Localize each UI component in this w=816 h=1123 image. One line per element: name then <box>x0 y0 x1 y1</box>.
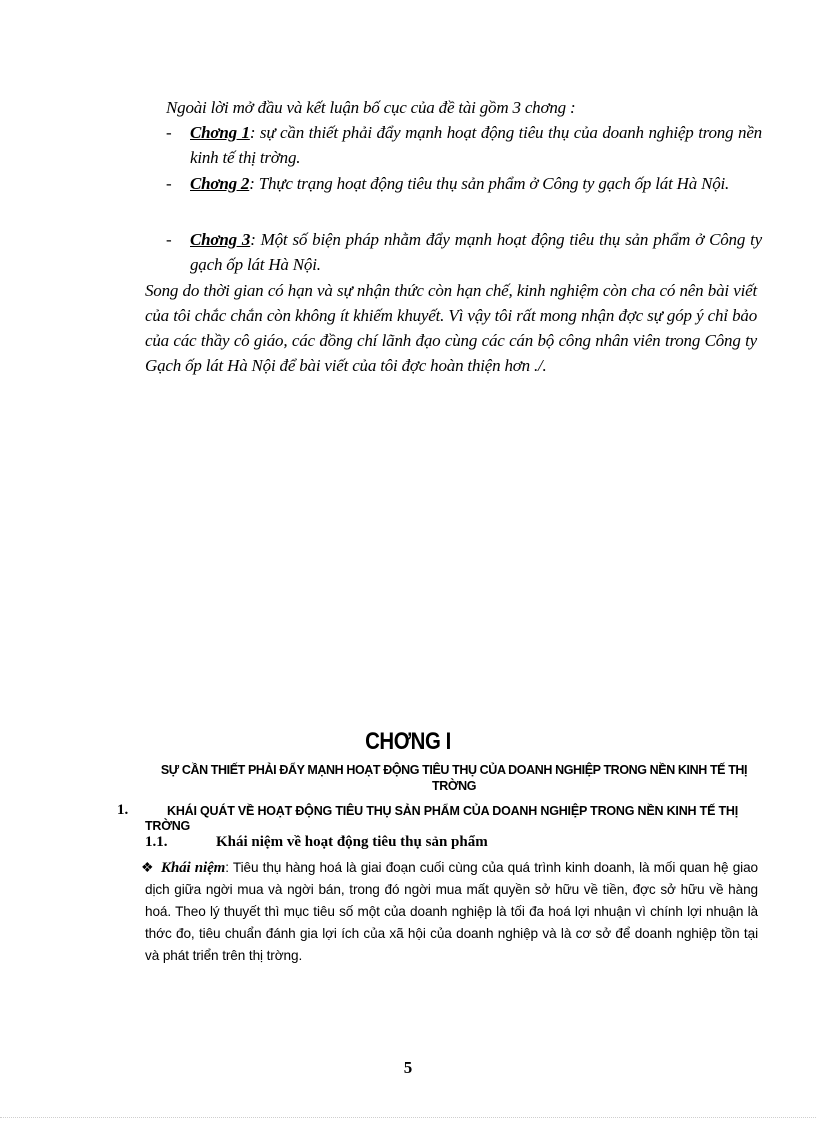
page-bottom-divider <box>0 1117 816 1118</box>
chapter-1-text: : sự cần thiết phải đẩy mạnh hoạt động tiêu thụ của doanh nghiệp trong nền kinh tế thị trờng. <box>190 123 762 167</box>
chapter-3-text: : Một số biện pháp nhằm đẩy mạnh hoạt động tiêu thụ sản phẩm ở Công ty gạch ốp lát Hà Nội. <box>190 230 762 274</box>
chapter-1-label: Chơng 1 <box>190 123 250 142</box>
definition-label: Khái niệm <box>161 860 226 876</box>
list-dash: - <box>166 230 172 249</box>
chapter-title: CHƠNG I <box>365 728 451 755</box>
section-1-1-title: Khái niệm về hoạt động tiêu thụ sản phẩm <box>216 834 488 850</box>
chapter-3-label: Chơng 3 <box>190 230 251 249</box>
section-1-title: KHÁI QUÁT VỀ HOẠT ĐỘNG TIÊU THỤ SẢN PHẨM CỦA DOANH NGHIỆP TRONG NỀN KINH TẾ THỊ TRỜNG <box>145 804 739 833</box>
definition-paragraph <box>141 856 758 967</box>
chapter-2-label: Chơng 2 <box>190 174 250 193</box>
chapter-subtitle: SỰ CẦN THIẾT PHẢI ĐẨY MẠNH HOẠT ĐỘNG TIÊU THỤ CỦA DOANH NGHIỆP TRONG NỀN KINH TẾ THỊ TRỜNG <box>160 763 748 793</box>
list-dash: - <box>166 174 172 193</box>
definition-text: : Tiêu thụ hàng hoá là giai đoạn cuối cùng của quá trình kinh doanh, là mối quan hệ giao dịch giữa ngời mua và ngời bán, trong đó ngời mua mất quyền sở hữu về tiền, đợc sở hữu về hàng hoá. Theo lý thuyết thì mục tiêu số một của doanh nghiệp là tối đa hoá lợi nhuận vì chính lợi nhuận là thớc đo, tiêu chuẩn đánh gia lợi ích của xã hội của doanh nghiệp và là cơ sở để doanh nghiệp tồn tại và phát triển trên thị trờng. <box>145 860 758 963</box>
page-number: 5 <box>403 1058 413 1077</box>
closing-paragraph: Song do thời gian có hạn và sự nhận thức còn hạn chế, kinh nghiệm còn cha có nên bài viết của tôi chắc chắn còn không ít khiếm khuyết. Vì vậy tôi rất mong nhận đợc sự góp ý chỉ bảo của các thầy cô giáo, các đồng chí lãnh đạo cùng các cán bộ công nhân viên trong Công ty Gạch ốp lát Hà Nội để bài viết của tôi đợc hoàn thiện hơn ./. <box>145 281 757 375</box>
chapter-2-text: : Thực trạng hoạt động tiêu thụ sản phẩm ở Công ty gạch ốp lát Hà Nội. <box>249 174 730 193</box>
section-1-1-number: 1.1. <box>145 834 168 850</box>
list-dash: - <box>166 123 172 142</box>
intro-line: Ngoài lời mở đầu và kết luận bố cục của đề tài gồm 3 chơng : <box>166 98 576 117</box>
section-1-number: 1. <box>117 802 129 818</box>
diamond-bullet-icon: ❖ <box>141 859 154 875</box>
